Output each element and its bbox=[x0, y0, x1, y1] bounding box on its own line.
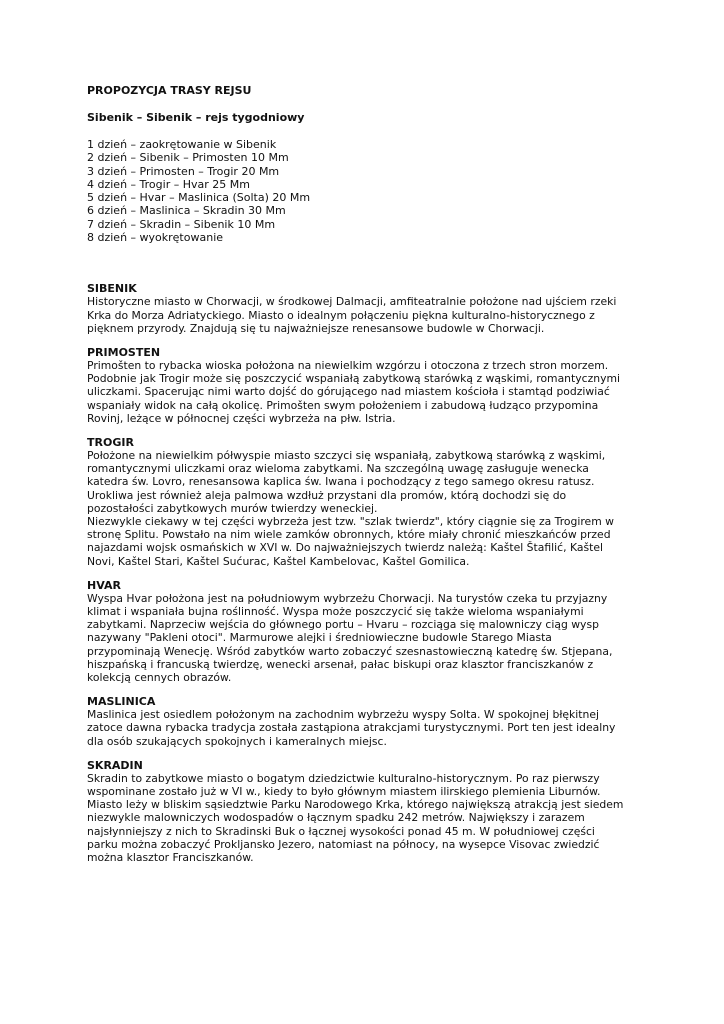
section-body bbox=[87, 708, 647, 748]
section-body bbox=[87, 449, 647, 568]
paragraph-line: Niezwykle ciekawy w tej części wybrzeża jest tzw. "szlak twierdz", który ciągnie się za Trogirem w bbox=[87, 515, 614, 529]
paragraph-line: pozostałości zabytkowych murów twierdzy weneckiej. bbox=[87, 501, 378, 515]
paragraph-line: Urokliwa jest również aleja palmowa wzdłuż przystani dla promów, którą dochodzi się do bbox=[87, 488, 567, 502]
paragraph-line: najazdami wojsk osmańskich w XVI w. Do najważniejszych twierdz należą: Kaštel Štafilić, Kaštel bbox=[87, 541, 603, 555]
itinerary-day-8: 8 dzień – wyokrętowanie bbox=[87, 231, 224, 245]
paragraph-line: przypominają Wenecję. Wśród zabytków warto zobaczyć szesnastowieczną katedrę św. Stjepana, bbox=[87, 644, 613, 658]
itinerary-day-6: 6 dzień – Maslinica – Skradin 30 Mm bbox=[87, 204, 286, 218]
section-body bbox=[87, 295, 647, 335]
paragraph-line: zatoce dawna rybacka tradycja została zastąpiona atrakcjami turystycznymi. Port ten jest idealny bbox=[87, 721, 616, 735]
paragraph-line: wspominane zostało już w VI w., kiedy to było głównym miastem ilirskiego plemienia Liburnów. bbox=[87, 785, 601, 799]
document-page bbox=[87, 84, 647, 875]
section-body bbox=[87, 359, 647, 425]
paragraph-line: najsłynniejszy z nich to Skradinski Buk o łącznej wysokości ponad 45 m. W południowej części bbox=[87, 824, 595, 838]
paragraph-line: Krka do Morza Adriatyckiego. Miasto o idealnym połączeniu piękna kulturalno-historycznego z bbox=[87, 308, 595, 322]
paragraph-line: zabytkami. Naprzeciw wejścia do głównego portu – Hvaru – rozciąga się malowniczy ciąg wysp bbox=[87, 618, 599, 632]
section-body bbox=[87, 592, 647, 684]
itinerary-day-1: 1 dzień – zaokrętowanie w Sibenik bbox=[87, 138, 277, 151]
paragraph-line: Skradin to zabytkowe miasto o bogatym dziedzictwie kulturalno-historycznym. Po raz pierwszy bbox=[87, 771, 600, 785]
itinerary-day-2: 2 dzień – Sibenik – Primosten 10 Mm bbox=[87, 151, 289, 165]
section-heading: PRIMOSTEN bbox=[87, 345, 161, 359]
section-primosten bbox=[87, 346, 647, 425]
paragraph-line: Historyczne miasto w Chorwacji, w środkowej Dalmacji, amfiteatralnie położone nad ujściem rzeki bbox=[87, 295, 617, 309]
paragraph-line: można klasztor Franciszkanów. bbox=[87, 851, 254, 865]
paragraph-line: dla osób szukających spokojnych i kameralnych miejsc. bbox=[87, 734, 387, 748]
section-heading: TROGIR bbox=[87, 436, 134, 449]
route-subtitle: Sibenik – Sibenik – rejs tygodniowy bbox=[87, 111, 305, 124]
section-hvar bbox=[87, 579, 647, 684]
paragraph-line: niezwykle malowniczych wodospadów o łącznym spadku 242 metrów. Największy i zarazem bbox=[87, 811, 585, 825]
itinerary-day-3: 3 dzień – Primosten – Trogir 20 Mm bbox=[87, 164, 280, 178]
paragraph-line: Miasto leży w bliskim sąsiedztwie Parku Narodowego Krka, którego największą atrakcją jest siedem bbox=[87, 798, 624, 812]
paragraph-line: nazywany "Pakleni otoci". Marmurowe alejki i średniowieczne budowle Starego Miasta bbox=[87, 631, 552, 645]
paragraph-line: katedra św. Lovro, renesansowa kaplica św. Iwana i pochodzący z tego samego okresu ratusz. bbox=[87, 475, 595, 489]
paragraph-line: stronę Splitu. Powstało na nim wiele zamków obronnych, które miały chronić mieszkańców przed bbox=[87, 528, 611, 542]
paragraph-line: Novi, Kaštel Stari, Kaštel Sućurac, Kaštel Kambelovac, Kaštel Gomilica. bbox=[87, 554, 470, 568]
paragraph-line: romantycznymi uliczkami oraz wieloma zabytkami. Na szczególną uwagę zasługuje wenecka bbox=[87, 462, 589, 476]
paragraph-line: kolekcją cennych obrazów. bbox=[87, 671, 232, 685]
paragraph-line: Wyspa Hvar położona jest na południowym wybrzeżu Chorwacji. Na turystów czeka tu przyjazny bbox=[87, 591, 608, 605]
itinerary-day-7: 7 dzień – Skradin – Sibenik 10 Mm bbox=[87, 217, 276, 231]
section-heading: SKRADIN bbox=[87, 758, 143, 772]
paragraph-line: Primošten to rybacka wioska położona na niewielkim wzgórzu i otoczona z trzech stron morzem. bbox=[87, 358, 609, 372]
section-skradin bbox=[87, 759, 647, 864]
paragraph-line: pięknem przyrody. Znajdują się tu najważniejsze renesansowe budowle w Chorwacji. bbox=[87, 321, 545, 335]
paragraph-line: Rovinj, leżące w północnej części wybrzeża na płw. Istria. bbox=[87, 411, 396, 425]
section-heading: SIBENIK bbox=[87, 282, 137, 296]
paragraph-line: parku można zobaczyć Prokljansko Jezero, natomiast na północy, na wysepce Visovac zwiedzić bbox=[87, 837, 600, 851]
paragraph-line: hiszpańską i francuską twierdzę, wenecki arsenał, pałac biskupi oraz klasztor franciszkanów z bbox=[87, 657, 594, 671]
paragraph-line: Maslinica jest osiedlem położonym na zachodnim wybrzeżu wyspy Solta. W spokojnej błękitnej bbox=[87, 708, 600, 722]
section-sibenik bbox=[87, 282, 647, 335]
section-maslinica bbox=[87, 695, 647, 748]
paragraph-line: klimat i wspaniała bujna roślinność. Wyspa może poszczycić się także wieloma wspaniałymi bbox=[87, 605, 584, 619]
itinerary-day-5: 5 dzień – Hvar – Maslinica (Solta) 20 Mm bbox=[87, 191, 311, 205]
section-heading: MASLINICA bbox=[87, 695, 156, 709]
paragraph-line: wspaniały widok na całą okolicę. Primošten swym położeniem i zabudową łudząco przypomina bbox=[87, 398, 599, 412]
document-title: PROPOZYCJA TRASY REJSU bbox=[87, 84, 252, 97]
section-trogir bbox=[87, 436, 647, 568]
paragraph-line: Podobnie jak Trogir może się poszczycić wspaniałą zabytkową starówką z wąskimi, romantycznymi bbox=[87, 372, 621, 386]
itinerary-day-4: 4 dzień – Trogir – Hvar 25 Mm bbox=[87, 177, 250, 191]
paragraph-line: Położone na niewielkim półwyspie miasto szczyci się wspaniałą, zabytkową starówką z wąskimi, bbox=[87, 449, 606, 462]
section-body bbox=[87, 772, 647, 864]
paragraph-line: uliczkami. Spacerując nimi warto dojść do górującego nad miastem kościoła i stamtąd podziwiać bbox=[87, 385, 610, 399]
itinerary-list bbox=[87, 138, 647, 244]
section-heading: HVAR bbox=[87, 578, 121, 592]
